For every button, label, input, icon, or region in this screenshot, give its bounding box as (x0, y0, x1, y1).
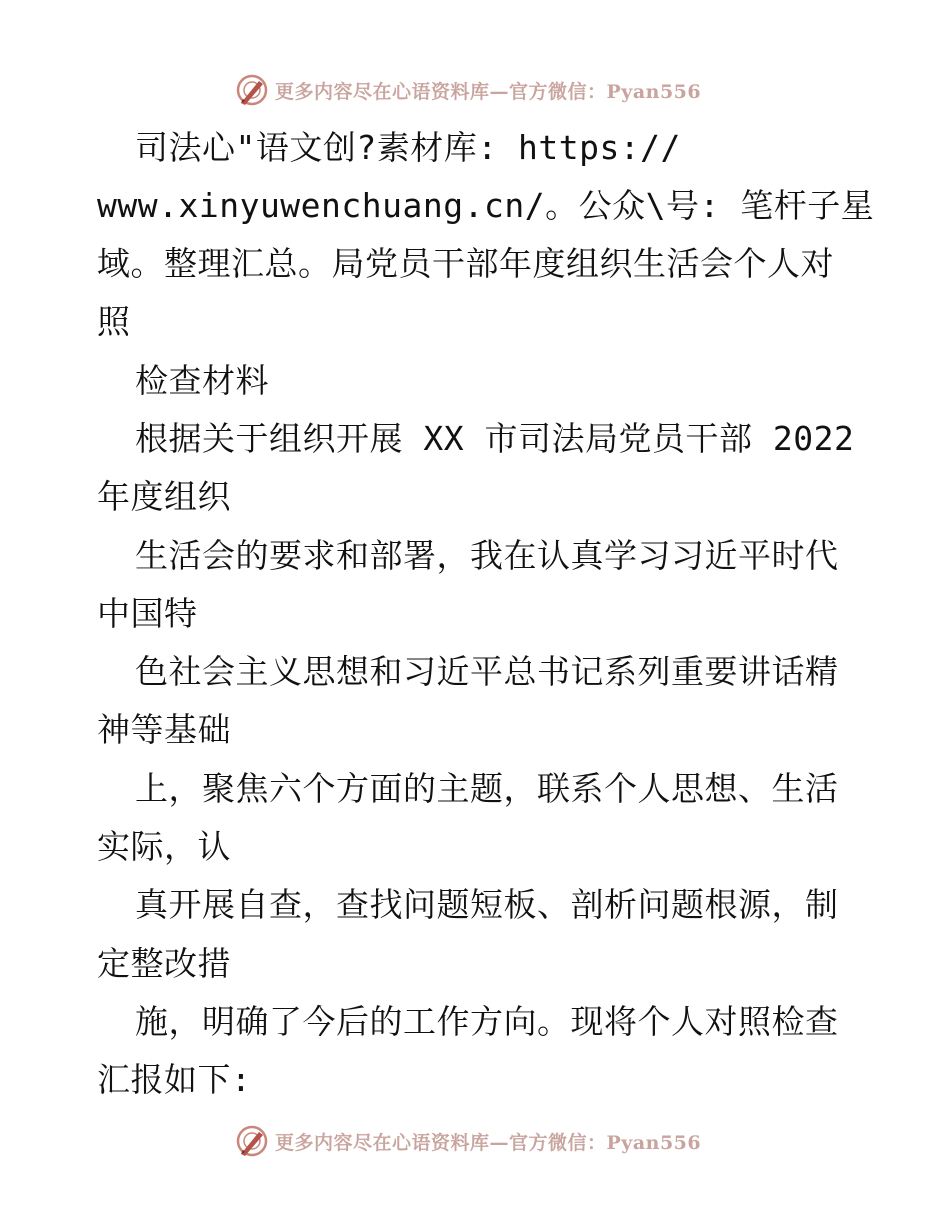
footer-watermark (235, 1123, 701, 1159)
pen-circle-logo-icon (235, 73, 269, 107)
body-line: 根据关于组织开展 XX 市司法局党员干部 2022 (135, 419, 855, 458)
header-watermark (235, 72, 701, 108)
body-line: 检查材料 (135, 361, 269, 400)
body-line: 司法心"语文创?素材库: https:// (135, 128, 681, 167)
body-line: www.xinyuwenchuang.cn/。公众\号: 笔杆子星 (97, 186, 875, 225)
body-line: 生活会的要求和部署，我在认真学习习近平时代 (135, 536, 839, 575)
body-line: 施，明确了今后的工作方向。现将个人对照检查 (135, 1002, 839, 1041)
body-line: 真开展自查，查找问题短板、剖析问题根源，制 (135, 885, 839, 924)
watermark-text: 更多内容尽在心语资料库—官方微信：Pyan556 (275, 1131, 702, 1154)
body-line: 年度组织 (97, 477, 231, 516)
watermark-text: 更多内容尽在心语资料库—官方微信：Pyan556 (275, 80, 702, 103)
body-line: 神等基础 (97, 710, 231, 749)
body-line: 中国特 (97, 594, 198, 633)
body-line: 上，聚焦六个方面的主题，联系个人思想、生活 (135, 769, 839, 808)
body-line: 实际，认 (97, 827, 231, 866)
body-line: 色社会主义思想和习近平总书记系列重要讲话精 (135, 652, 839, 691)
body-line: 照 (97, 302, 131, 341)
body-line: 域。整理汇总。局党员干部年度组织生活会个人对 (97, 244, 834, 283)
body-line: 定整改措 (97, 944, 231, 983)
body-line: 汇报如下: (97, 1060, 252, 1099)
pen-circle-logo-icon (235, 1124, 269, 1158)
